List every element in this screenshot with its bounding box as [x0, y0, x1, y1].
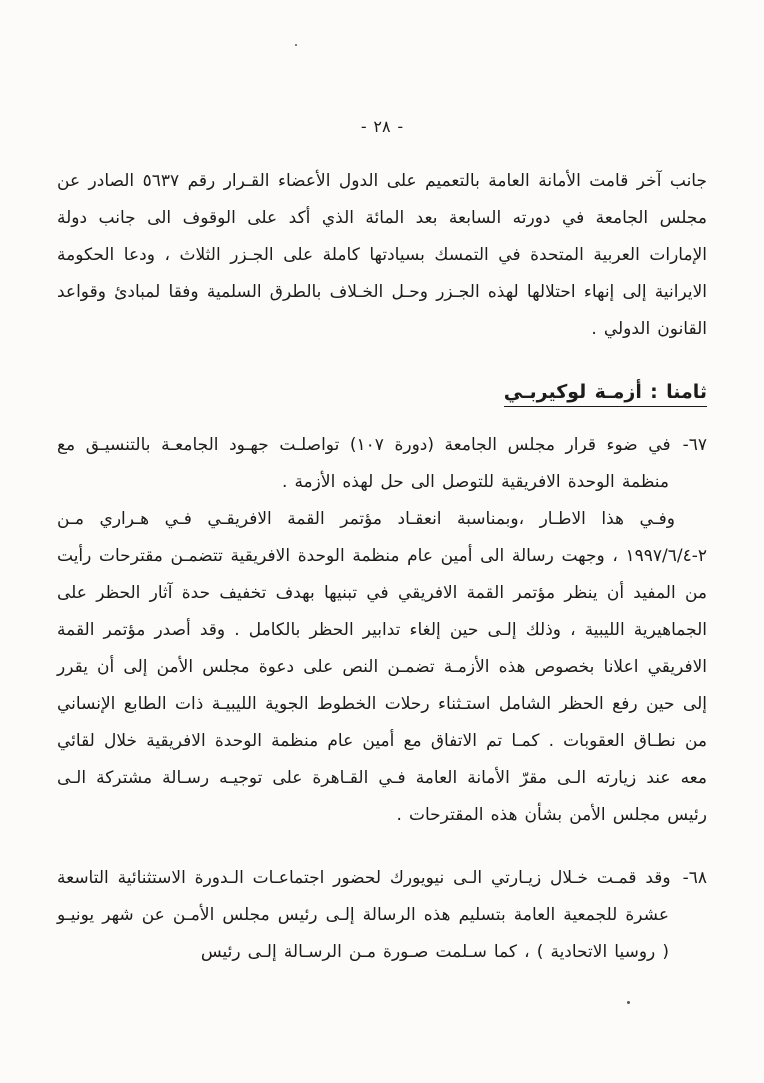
intro-paragraph: جانب آخر قامت الأمانة العامة بالتعميم على الدول الأعضاء القـرار رقم ٥٦٣٧ الصادر عن مجلس الجامعة في دورته السابعة بعد المائة الذي أكد على الوقوف الى جانب دولة الإمارات العربية المتحدة في التمسك بسيادتها كاملة على الجـزر الثلاث ، ودعا الحكومة الايرانية إلى إنهاء احتلالها لهذه الجـزر وحـل الخـلاف بالطرق السلمية وفقا لمبادئ وقواعد القانون الدولي .: [57, 171, 707, 339]
scan-speck: [627, 1001, 630, 1004]
item-67-lead-text: في ضوء قرار مجلس الجامعة (دورة ١٠٧) تواصلـت جهـود الجامعـة بالتنسيـق مع منظمة الوحدة الافريقية للتوصل الى حل لهذه الأزمة .: [57, 435, 671, 492]
item-67-second-paragraph: وفـي هذا الاطـار ،وبمناسبة انعقـاد مؤتمر القمة الافريقـي فـي هـراري مـن ٢-١٩٩٧/٦/٤ ، وجهت رسالة الى أمين عام منظمة الوحدة الافريقية تتضمـن مقترحات رأيت من المفيد أن ينظر مؤتمر القمة الافريقي في تبنيها بهدف تخفيف حدة آثار الحظر على الجماهيرية الليبية ، وذلك إلـى حين إلغاء تدابير الحظر بالكامل . وقد أصدر مؤتمر القمة الافريقي اعلانا بخصوص هذه الأزمـة تضمـن النص على دعوة مجلس الأمن إلى أن يقرر إلى حين رفع الحظر الشامل استـثناء رحلات الخطوط الجوية الليبيـة ذات الطابع الإنساني من نطـاق العقوبات . كمـا تم الاتفاق مع أمين عام منظمة الوحدة الافريقية خلال لقائي معه عند زيارته الـى مقرّ الأمانة العامة فـي القـاهرة على توجيـه رسـالة مشتركة الـى رئيس مجلس الأمن بشأن هذه المقترحات .: [57, 509, 707, 825]
section-heading-text: ثامنا : أزمـة لوكيربـي: [504, 381, 707, 407]
section-heading: [57, 374, 707, 411]
page-number: - ٢٨ -: [360, 117, 404, 136]
numbered-item-67: [57, 427, 707, 834]
scan-speck: [295, 44, 297, 46]
item-68-lead-text: وقد قمـت خـلال زيـارتي الـى نيويورك لحضور اجتماعـات الـدورة الاستثنائية التاسعة عشرة للجمعية العامة بتسليم هذه الرسالة إلـى رئيس مجلس الأمـن عن شهر يونيـو ( روسيا الاتحادية ) ، كما سـلمت صـورة مـن الرسـالة إلـى رئيس: [57, 868, 671, 962]
item-68-lead-paragraph: [57, 860, 707, 971]
numbered-item-68: [57, 860, 707, 971]
item-67-lead-paragraph: [57, 427, 707, 501]
item-68-number: ٦٨-: [682, 868, 707, 888]
item-67-number: ٦٧-: [682, 435, 707, 455]
